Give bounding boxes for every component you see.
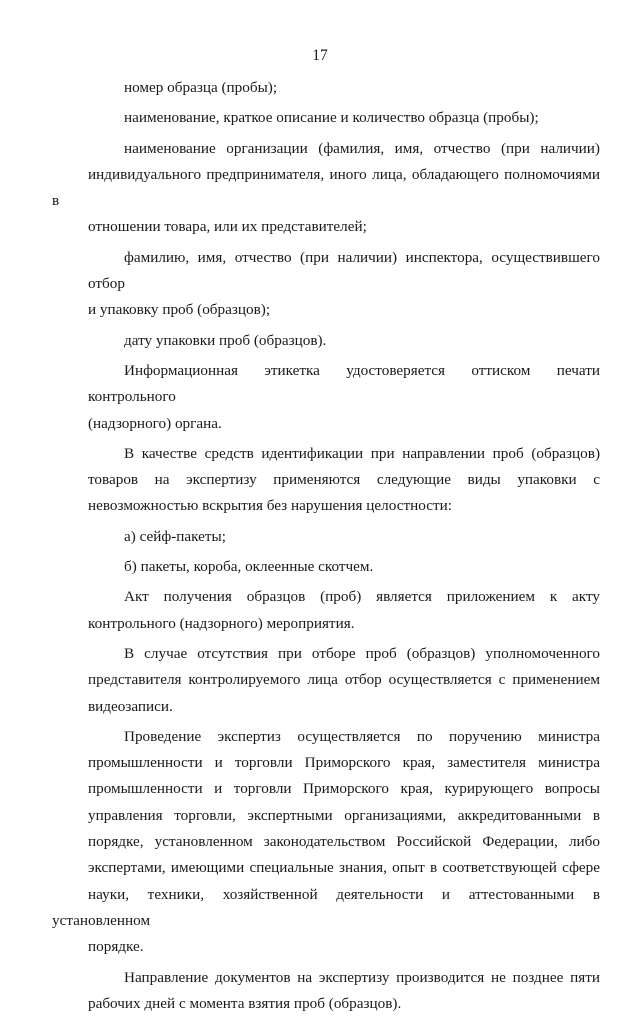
paragraph <box>88 136 600 241</box>
text-line: дату упаковки проб (образцов). <box>88 328 600 354</box>
paragraph <box>88 524 600 550</box>
paragraph <box>88 965 600 1017</box>
text-line: индивидуального предпринимателя, иного лица, обладающего полномочиями в <box>52 162 600 215</box>
paragraph <box>88 245 600 324</box>
text-line: контрольного (надзорного) мероприятия. <box>52 611 600 637</box>
text-line: фамилию, имя, отчество (при наличии) инспектора, осуществившего отбор <box>88 245 600 298</box>
paragraph <box>88 75 600 101</box>
page-number: 17 <box>0 47 640 65</box>
paragraph <box>88 328 600 354</box>
text-line: а) сейф-пакеты; <box>88 524 600 550</box>
paragraph <box>88 105 600 131</box>
paragraph <box>88 641 600 720</box>
text-line: порядке. <box>52 934 600 960</box>
text-line: Акт получения образцов (проб) является приложением к акту <box>88 584 600 610</box>
text-line: экспертами, имеющими специальные знания, опыт в соответствующей сфере <box>52 855 600 881</box>
text-line: науки, техники, хозяйственной деятельности и аттестованными в установленном <box>52 882 600 935</box>
text-line: наименование, краткое описание и количество образца (пробы); <box>88 105 600 131</box>
document-body <box>88 75 600 1017</box>
text-line: Направление документов на экспертизу производится не позднее пяти <box>88 965 600 991</box>
text-line: товаров на экспертизу применяются следующие виды упаковки с <box>52 467 600 493</box>
text-line: отношении товара, или их представителей; <box>52 214 600 240</box>
text-line: наименование организации (фамилия, имя, отчество (при наличии) <box>88 136 600 162</box>
text-line: номер образца (пробы); <box>88 75 600 101</box>
text-line: промышленности и торговли Приморского края, заместителя министра <box>52 750 600 776</box>
paragraph <box>88 441 600 520</box>
text-line: В качестве средств идентификации при направлении проб (образцов) <box>88 441 600 467</box>
text-line: рабочих дней с момента взятия проб (образцов). <box>52 991 600 1017</box>
text-line: В случае отсутствия при отборе проб (образцов) уполномоченного <box>88 641 600 667</box>
text-line: невозможностью вскрытия без нарушения целостности: <box>52 493 600 519</box>
text-line: Информационная этикетка удостоверяется оттиском печати контрольного <box>88 358 600 411</box>
text-line: и упаковку проб (образцов); <box>52 297 600 323</box>
text-line: б) пакеты, короба, оклеенные скотчем. <box>88 554 600 580</box>
text-line: представителя контролируемого лица отбор осуществляется с применением <box>52 667 600 693</box>
text-line: Проведение экспертиз осуществляется по поручению министра <box>88 724 600 750</box>
paragraph <box>88 554 600 580</box>
paragraph <box>88 358 600 437</box>
text-line: видеозаписи. <box>52 694 600 720</box>
paragraph <box>88 584 600 637</box>
text-line: порядке, установленном законодательством Российской Федерации, либо <box>52 829 600 855</box>
text-line: промышленности и торговли Приморского края, курирующего вопросы <box>52 776 600 802</box>
text-line: управления торговли, экспертными организациями, аккредитованными в <box>52 803 600 829</box>
text-line: (надзорного) органа. <box>52 411 600 437</box>
paragraph <box>88 724 600 961</box>
